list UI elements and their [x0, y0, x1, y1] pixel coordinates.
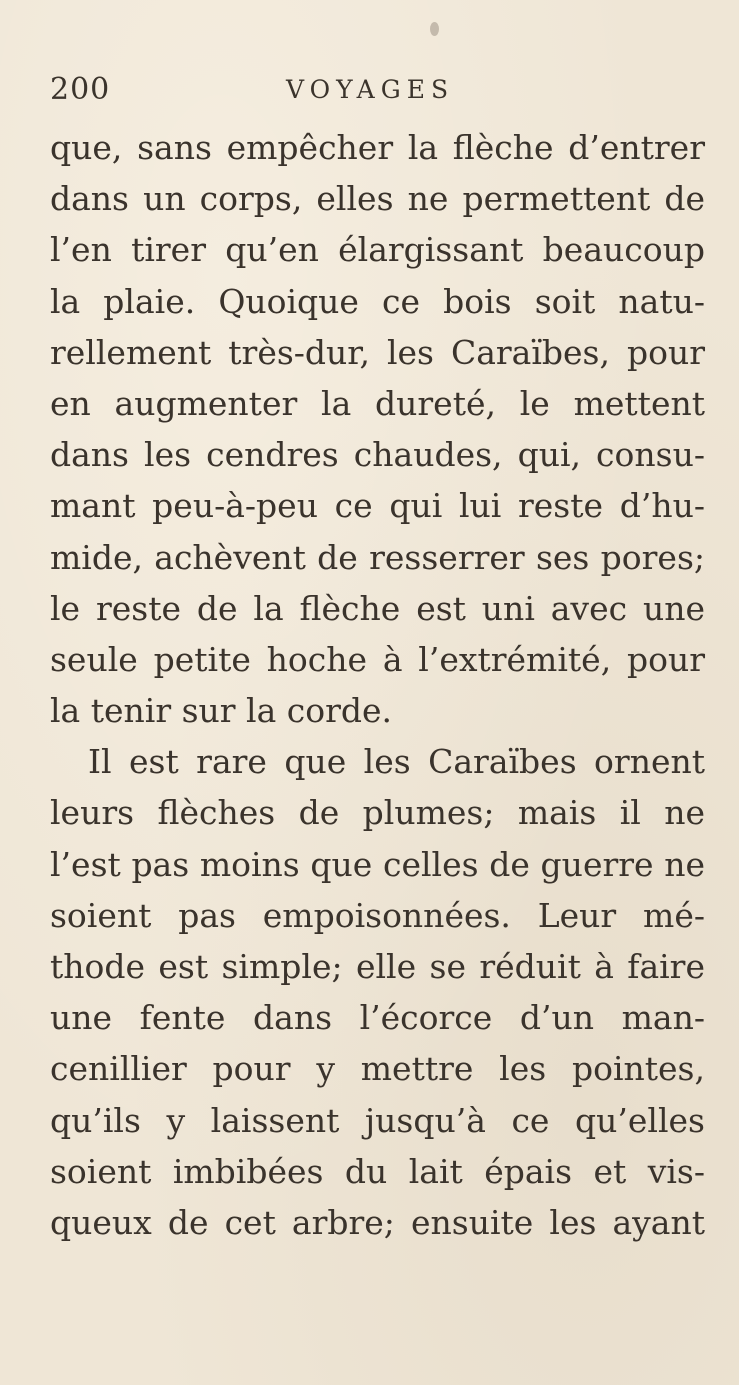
text-line: soient imbibées du lait épais et vis- — [50, 1151, 705, 1191]
text-line: qu’ils y laissent jusqu’à ce qu’elles — [50, 1100, 705, 1140]
running-title: VOYAGES — [286, 75, 455, 104]
text-line: soient pas empoisonnées. Leur mé- — [50, 895, 705, 935]
text-line: l’est pas moins que celles de guerre ne — [50, 844, 705, 884]
text-line: queux de cet arbre; ensuite les ayant — [50, 1202, 705, 1242]
text-line: seule petite hoche à l’extrémité, pour — [50, 639, 705, 679]
text-line: en augmenter la dureté, le mettent — [50, 383, 705, 423]
running-head — [50, 70, 700, 110]
body-text — [50, 122, 705, 1248]
text-line: mide, achèvent de resserrer ses pores; — [50, 537, 705, 577]
page-number: 200 — [50, 72, 111, 107]
text-line: cenillier pour y mettre les pointes, — [50, 1049, 705, 1089]
text-line: mant peu-à-peu ce qui lui reste d’hu- — [50, 486, 705, 526]
text-line: la tenir sur la corde. — [50, 691, 393, 731]
text-line: thode est simple; elle se réduit à faire — [50, 947, 705, 986]
text-line: rellement très-dur, les Caraïbes, pour — [50, 332, 705, 372]
paragraph-start-line: Il est rare que les Caraïbes ornent — [88, 742, 705, 782]
text-line: dans un corps, elles ne permettent de — [50, 179, 705, 219]
text-line: l’en tirer qu’en élargissant beaucoup — [50, 230, 705, 270]
text-line: dans les cendres chaudes, qui, consu- — [50, 435, 705, 475]
text-line: leurs flèches de plumes; mais il ne — [50, 793, 705, 833]
text-line: la plaie. Quoique ce bois soit natu- — [50, 281, 705, 321]
text-line: le reste de la flèche est uni avec une — [50, 588, 705, 628]
text-line: une fente dans l’écorce d’un man- — [50, 998, 705, 1038]
text-line: que, sans empêcher la flèche d’entrer — [50, 128, 705, 167]
ink-speck — [430, 22, 439, 36]
